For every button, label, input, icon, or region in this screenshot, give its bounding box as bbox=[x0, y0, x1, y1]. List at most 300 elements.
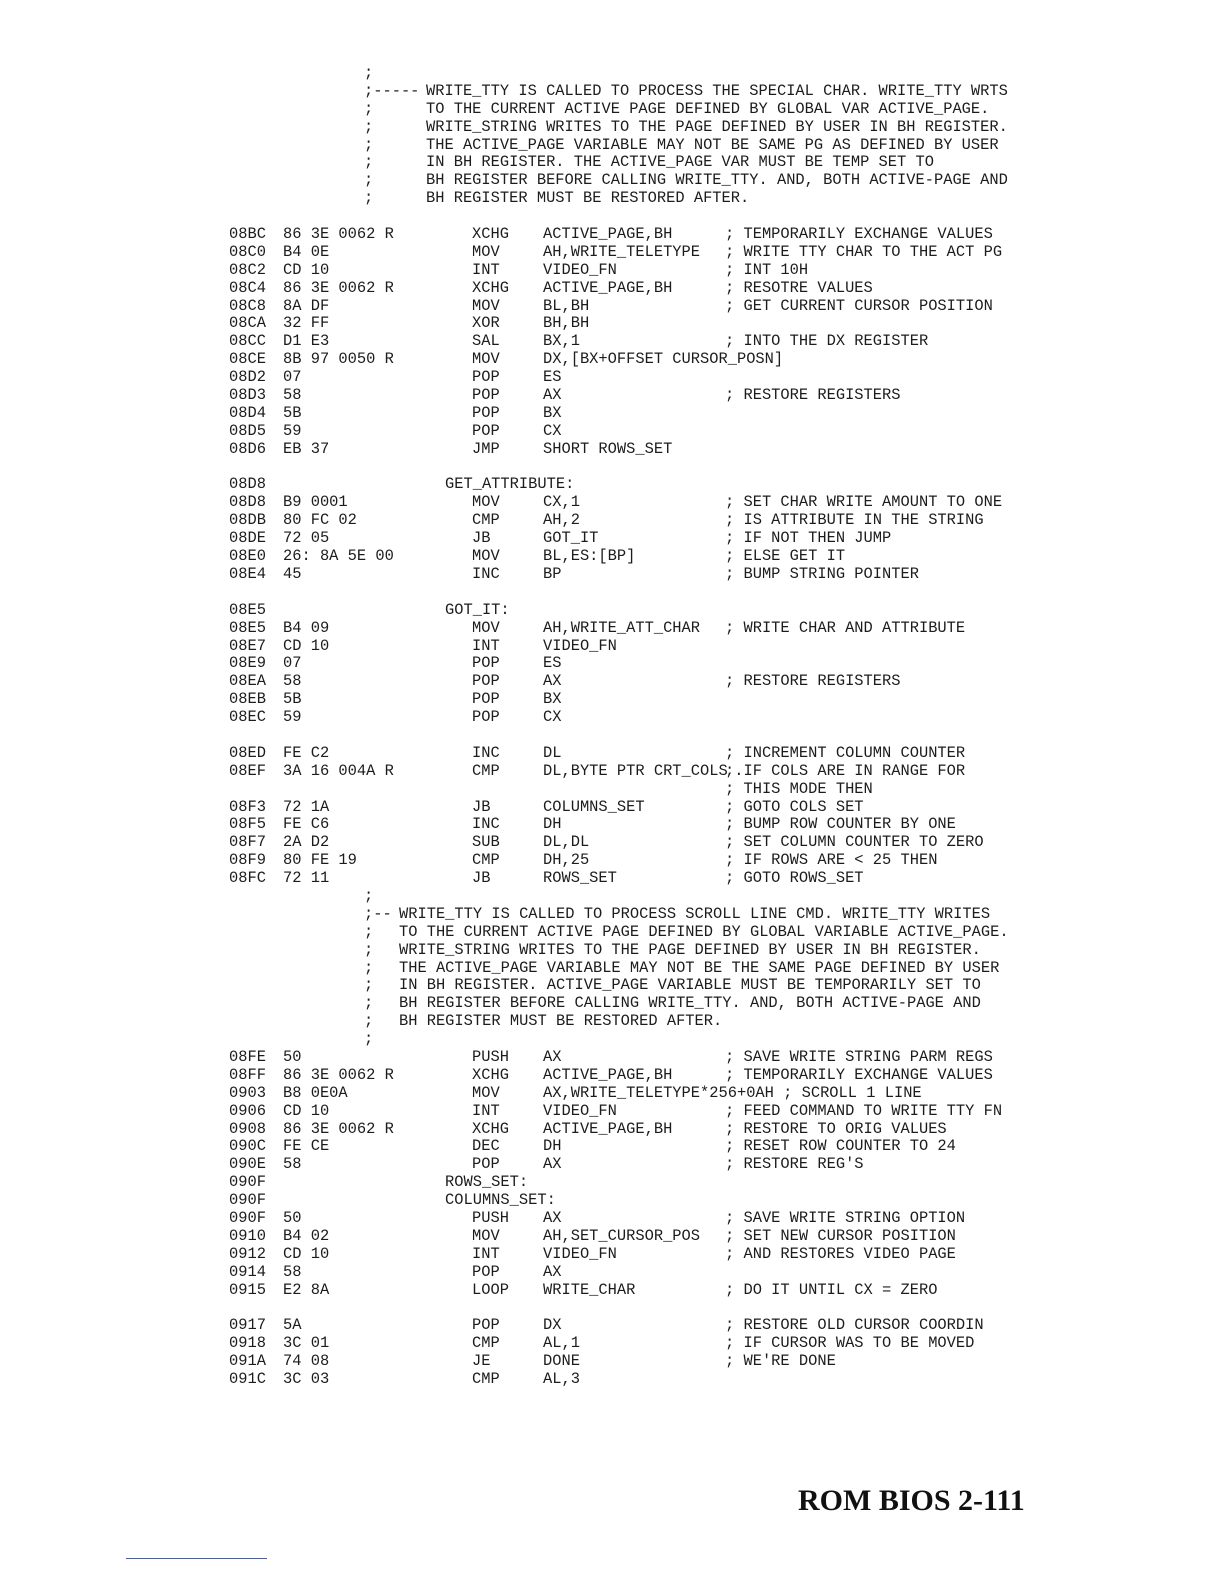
comment: ; AND RESTORES VIDEO PAGE bbox=[725, 1244, 956, 1263]
address: 08ED bbox=[229, 743, 266, 762]
operand: BL,ES:[BP] bbox=[543, 547, 636, 566]
operand: AX bbox=[543, 672, 562, 691]
comment-line bbox=[0, 887, 1224, 905]
comment: ; IF CURSOR WAS TO BE MOVED bbox=[725, 1334, 975, 1353]
comment-marker: ; bbox=[364, 135, 374, 154]
blank-line bbox=[0, 583, 1224, 601]
operand: AH,2 bbox=[543, 511, 580, 530]
code-line bbox=[0, 1084, 1224, 1102]
code-line bbox=[0, 708, 1224, 726]
operand: BX bbox=[543, 690, 562, 709]
address: 08EA bbox=[229, 672, 266, 691]
machine-code: E2 8A bbox=[283, 1280, 330, 1299]
operand: DH bbox=[543, 815, 562, 834]
code-line bbox=[0, 1137, 1224, 1155]
opcode: MOV bbox=[472, 618, 500, 637]
operand: AX bbox=[543, 1262, 562, 1281]
blank-line bbox=[0, 458, 1224, 476]
address: 08C8 bbox=[229, 296, 266, 315]
opcode: PUSH bbox=[472, 1047, 509, 1066]
code-line bbox=[0, 1209, 1224, 1227]
opcode: MOV bbox=[472, 493, 500, 512]
machine-code: 8A DF bbox=[283, 296, 330, 315]
address: 08DB bbox=[229, 511, 266, 530]
address: 08C4 bbox=[229, 278, 266, 297]
operand: VIDEO_FN bbox=[543, 260, 617, 279]
comment-marker: ; bbox=[364, 976, 374, 995]
code-label: COLUMNS_SET: bbox=[445, 1191, 556, 1210]
code-line bbox=[0, 350, 1224, 368]
comment: ; TEMPORARILY EXCHANGE VALUES bbox=[725, 1065, 993, 1084]
opcode: POP bbox=[472, 403, 500, 422]
opcode: XOR bbox=[472, 314, 500, 333]
code-line bbox=[0, 297, 1224, 315]
comment-marker: ; bbox=[364, 117, 374, 136]
address: 0908 bbox=[229, 1119, 266, 1138]
code-line bbox=[0, 1281, 1224, 1299]
opcode: POP bbox=[472, 708, 500, 727]
machine-code: 58 bbox=[283, 386, 302, 405]
opcode: DEC bbox=[472, 1137, 500, 1156]
operand: AX bbox=[543, 1047, 562, 1066]
footer-rule bbox=[126, 1558, 267, 1559]
opcode: LOOP bbox=[472, 1280, 509, 1299]
code-line bbox=[0, 511, 1224, 529]
code-line bbox=[0, 869, 1224, 887]
machine-code: B4 0E bbox=[283, 242, 330, 261]
machine-code: D1 E3 bbox=[283, 332, 330, 351]
opcode: MOV bbox=[472, 296, 500, 315]
comment: ; GET CURRENT CURSOR POSITION bbox=[725, 296, 993, 315]
code-line bbox=[0, 744, 1224, 762]
assembly-listing bbox=[0, 64, 1224, 1388]
opcode: POP bbox=[472, 386, 500, 405]
comment: ; RESTORE REGISTERS bbox=[725, 672, 901, 691]
address: 08C0 bbox=[229, 242, 266, 261]
operand: DH,25 bbox=[543, 851, 590, 870]
code-line bbox=[0, 1352, 1224, 1370]
machine-code: 80 FE 19 bbox=[283, 851, 357, 870]
comment: ; WRITE TTY CHAR TO THE ACT PG bbox=[725, 242, 1003, 261]
operand: AH,WRITE_ATT_CHAR bbox=[543, 618, 701, 637]
operand: AH,SET_CURSOR_POS bbox=[543, 1226, 701, 1245]
comment: ; RESOTRE VALUES bbox=[725, 278, 873, 297]
comment: ; RESTORE REG'S bbox=[725, 1155, 864, 1174]
code-line bbox=[0, 1102, 1224, 1120]
operand: ACTIVE_PAGE,BH bbox=[543, 278, 673, 297]
address: 08BC bbox=[229, 225, 266, 244]
code-line bbox=[0, 422, 1224, 440]
comment-text: TO THE CURRENT ACTIVE PAGE DEFINED BY GLOBAL VARIABLE ACTIVE_PAGE. bbox=[399, 922, 1009, 941]
machine-code: 72 1A bbox=[283, 797, 330, 816]
comment: ; IS ATTRIBUTE IN THE STRING bbox=[725, 511, 984, 530]
machine-code: CD 10 bbox=[283, 1244, 330, 1263]
opcode: CMP bbox=[472, 761, 500, 780]
machine-code: FE C6 bbox=[283, 815, 330, 834]
blank-line bbox=[0, 207, 1224, 225]
address: 08CE bbox=[229, 350, 266, 369]
address: 090C bbox=[229, 1137, 266, 1156]
comment-text: BH REGISTER BEFORE CALLING WRITE_TTY. AND, BOTH ACTIVE-PAGE AND bbox=[399, 994, 981, 1013]
machine-code: 72 05 bbox=[283, 529, 330, 548]
comment-marker: ; bbox=[364, 189, 374, 208]
comment-marker: ; bbox=[364, 994, 374, 1013]
address: 090F bbox=[229, 1173, 266, 1192]
comment: ; WE'RE DONE bbox=[725, 1352, 836, 1371]
address: 08E0 bbox=[229, 547, 266, 566]
operand: BH,BH bbox=[543, 314, 590, 333]
code-label: GET_ATTRIBUTE: bbox=[445, 475, 575, 494]
code-line bbox=[0, 672, 1224, 690]
operand: AX bbox=[543, 1209, 562, 1227]
comment-text: BH REGISTER BEFORE CALLING WRITE_TTY. AND, BOTH ACTIVE-PAGE AND bbox=[426, 171, 1008, 190]
code-line bbox=[0, 1245, 1224, 1263]
opcode: INT bbox=[472, 1244, 500, 1263]
address: 08EB bbox=[229, 690, 266, 709]
operand: BP bbox=[543, 564, 562, 583]
blank-line bbox=[0, 726, 1224, 744]
opcode: CMP bbox=[472, 1334, 500, 1353]
operand: AL,3 bbox=[543, 1370, 580, 1389]
address: 08D4 bbox=[229, 403, 266, 422]
comment-text: WRITE_TTY IS CALLED TO PROCESS SCROLL LINE CMD. WRITE_TTY WRITES bbox=[399, 904, 991, 923]
comment-text: TO THE CURRENT ACTIVE PAGE DEFINED BY GLOBAL VAR ACTIVE_PAGE. bbox=[426, 99, 990, 118]
address: 08D5 bbox=[229, 421, 266, 440]
opcode: POP bbox=[472, 672, 500, 691]
opcode: SAL bbox=[472, 332, 500, 351]
operand: BL,BH bbox=[543, 296, 590, 315]
comment: ; RESTORE TO ORIG VALUES bbox=[725, 1119, 947, 1138]
comment-line bbox=[0, 959, 1224, 977]
opcode: INT bbox=[472, 636, 500, 655]
operand: DX,[BX+OFFSET CURSOR_POSN] bbox=[543, 350, 784, 369]
address: 08E7 bbox=[229, 636, 266, 655]
comment-line bbox=[0, 923, 1224, 941]
comment: ; BUMP ROW COUNTER BY ONE bbox=[725, 815, 956, 834]
opcode: INT bbox=[472, 260, 500, 279]
opcode: POP bbox=[472, 1316, 500, 1335]
machine-code: 86 3E 0062 R bbox=[283, 1065, 394, 1084]
operand: AH,WRITE_TELETYPE bbox=[543, 242, 701, 261]
comment-text: BH REGISTER MUST BE RESTORED AFTER. bbox=[399, 1012, 723, 1031]
code-line bbox=[0, 529, 1224, 547]
code-line bbox=[0, 332, 1224, 350]
comment: ; WRITE CHAR AND ATTRIBUTE bbox=[725, 618, 966, 637]
machine-code: 32 FF bbox=[283, 314, 330, 333]
comment-line bbox=[0, 994, 1224, 1012]
comment-line bbox=[0, 153, 1224, 171]
machine-code: 45 bbox=[283, 564, 302, 583]
code-line bbox=[0, 279, 1224, 297]
comment: ; SET NEW CURSOR POSITION bbox=[725, 1226, 956, 1245]
code-line bbox=[0, 547, 1224, 565]
label-line bbox=[0, 475, 1224, 493]
operand: ES bbox=[543, 654, 562, 673]
machine-code: B8 0E0A bbox=[283, 1083, 348, 1102]
comment-text: BH REGISTER MUST BE RESTORED AFTER. bbox=[426, 189, 750, 208]
operand: SHORT ROWS_SET bbox=[543, 439, 673, 458]
address: 08DE bbox=[229, 529, 266, 548]
operand: AL,1 bbox=[543, 1334, 580, 1353]
comment-marker: ; bbox=[364, 922, 374, 941]
operand: DL,BYTE PTR CRT_COLS bbox=[543, 761, 728, 780]
code-line bbox=[0, 404, 1224, 422]
comment: ;.IF COLS ARE IN RANGE FOR bbox=[725, 761, 966, 780]
opcode: XCHG bbox=[472, 1119, 509, 1138]
comment-line bbox=[0, 941, 1224, 959]
code-line bbox=[0, 1227, 1224, 1245]
address: 08E4 bbox=[229, 564, 266, 583]
comment: ; ELSE GET IT bbox=[725, 547, 846, 566]
operand: ACTIVE_PAGE,BH bbox=[543, 1119, 673, 1138]
opcode: MOV bbox=[472, 242, 500, 261]
comment-marker: ; bbox=[364, 171, 374, 190]
comment-line bbox=[0, 976, 1224, 994]
opcode: INC bbox=[472, 564, 500, 583]
address: 08FC bbox=[229, 869, 266, 888]
code-line bbox=[0, 1370, 1224, 1388]
operand: VIDEO_FN bbox=[543, 636, 617, 655]
machine-code: 8B 97 0050 R bbox=[283, 350, 394, 369]
code-line bbox=[0, 1316, 1224, 1334]
comment-marker: ;-- bbox=[364, 904, 392, 923]
machine-code: 86 3E 0062 R bbox=[283, 1119, 394, 1138]
machine-code: 74 08 bbox=[283, 1352, 330, 1371]
address: 08D8 bbox=[229, 475, 266, 494]
opcode: POP bbox=[472, 1262, 500, 1281]
machine-code: 59 bbox=[283, 708, 302, 727]
comment-marker: ; bbox=[364, 153, 374, 172]
machine-code: 5B bbox=[283, 403, 302, 422]
operand: DH bbox=[543, 1137, 562, 1156]
operand: CX bbox=[543, 708, 562, 727]
comment: ; INT 10H bbox=[725, 260, 809, 279]
code-line bbox=[0, 243, 1224, 261]
opcode: MOV bbox=[472, 1083, 500, 1102]
operand: DL bbox=[543, 743, 562, 762]
opcode: INT bbox=[472, 1101, 500, 1120]
comment-text: IN BH REGISTER. ACTIVE_PAGE VARIABLE MUST BE TEMPORARILY SET TO bbox=[399, 976, 981, 995]
comment: ; SET COLUMN COUNTER TO ZERO bbox=[725, 833, 984, 852]
machine-code: 86 3E 0062 R bbox=[283, 225, 394, 244]
comment-line bbox=[0, 171, 1224, 189]
comment-line bbox=[0, 64, 1224, 82]
comment: ; INCREMENT COLUMN COUNTER bbox=[725, 743, 966, 762]
code-line bbox=[0, 1334, 1224, 1352]
machine-code: 50 bbox=[283, 1047, 302, 1066]
machine-code: 58 bbox=[283, 1155, 302, 1174]
operand: CX bbox=[543, 421, 562, 440]
operand: GOT_IT bbox=[543, 529, 599, 548]
address: 08F9 bbox=[229, 851, 266, 870]
comment: ; INTO THE DX REGISTER bbox=[725, 332, 929, 351]
comment: ; SET CHAR WRITE AMOUNT TO ONE bbox=[725, 493, 1003, 512]
address: 091A bbox=[229, 1352, 266, 1371]
opcode: PUSH bbox=[472, 1209, 509, 1227]
address: 08D3 bbox=[229, 386, 266, 405]
comment-line bbox=[0, 905, 1224, 923]
comment: ; GOTO ROWS_SET bbox=[725, 869, 864, 888]
machine-code: 58 bbox=[283, 672, 302, 691]
address: 08D2 bbox=[229, 368, 266, 387]
code-line bbox=[0, 690, 1224, 708]
comment: ; TEMPORARILY EXCHANGE VALUES bbox=[725, 225, 993, 244]
code-line bbox=[0, 798, 1224, 816]
address: 0915 bbox=[229, 1280, 266, 1299]
code-line bbox=[0, 1048, 1224, 1066]
comment-text: WRITE_TTY IS CALLED TO PROCESS THE SPECIAL CHAR. WRITE_TTY WRTS bbox=[426, 81, 1008, 100]
address: 08E9 bbox=[229, 654, 266, 673]
code-line bbox=[0, 780, 1224, 798]
opcode: CMP bbox=[472, 851, 500, 870]
opcode: POP bbox=[472, 368, 500, 387]
operand: AX bbox=[543, 1155, 562, 1174]
machine-code: B4 02 bbox=[283, 1226, 330, 1245]
code-line bbox=[0, 851, 1224, 869]
opcode: CMP bbox=[472, 511, 500, 530]
machine-code: 50 bbox=[283, 1209, 302, 1227]
comment-marker: ; bbox=[364, 886, 374, 905]
address: 0903 bbox=[229, 1083, 266, 1102]
comment: ; SAVE WRITE STRING OPTION bbox=[725, 1209, 966, 1227]
machine-code: 3C 01 bbox=[283, 1334, 330, 1353]
machine-code: CD 10 bbox=[283, 636, 330, 655]
machine-code: B4 09 bbox=[283, 618, 330, 637]
machine-code: 72 11 bbox=[283, 869, 330, 888]
operand: DX bbox=[543, 1316, 562, 1335]
code-line bbox=[0, 654, 1224, 672]
operand: AX bbox=[543, 386, 562, 405]
comment-marker: ; bbox=[364, 1030, 374, 1049]
machine-code: 5B bbox=[283, 690, 302, 709]
machine-code: 07 bbox=[283, 368, 302, 387]
comment-line bbox=[0, 118, 1224, 136]
comment-line bbox=[0, 1030, 1224, 1048]
address: 090F bbox=[229, 1191, 266, 1210]
code-line bbox=[0, 1263, 1224, 1281]
comment-marker: ; bbox=[364, 1012, 374, 1031]
comment: ; RESET ROW COUNTER TO 24 bbox=[725, 1137, 956, 1156]
address: 091C bbox=[229, 1370, 266, 1389]
code-line bbox=[0, 368, 1224, 386]
operand: WRITE_CHAR bbox=[543, 1280, 636, 1299]
opcode: INC bbox=[472, 815, 500, 834]
machine-code: 5A bbox=[283, 1316, 302, 1335]
comment: ; GOTO COLS SET bbox=[725, 797, 864, 816]
code-line bbox=[0, 1120, 1224, 1138]
address: 0912 bbox=[229, 1244, 266, 1263]
label-line bbox=[0, 601, 1224, 619]
code-line bbox=[0, 261, 1224, 279]
comment: ; BUMP STRING POINTER bbox=[725, 564, 919, 583]
operand: CX,1 bbox=[543, 493, 580, 512]
comment-text: THE ACTIVE_PAGE VARIABLE MAY NOT BE THE SAME PAGE DEFINED BY USER bbox=[399, 958, 1000, 977]
machine-code: 58 bbox=[283, 1262, 302, 1281]
code-line bbox=[0, 1155, 1224, 1173]
machine-code: EB 37 bbox=[283, 439, 330, 458]
comment: ; IF ROWS ARE < 25 THEN bbox=[725, 851, 938, 870]
machine-code: 3C 03 bbox=[283, 1370, 330, 1389]
comment: ; FEED COMMAND TO WRITE TTY FN bbox=[725, 1101, 1003, 1120]
address: 08C2 bbox=[229, 260, 266, 279]
code-line bbox=[0, 225, 1224, 243]
machine-code: B9 0001 bbox=[283, 493, 348, 512]
comment-text: IN BH REGISTER. THE ACTIVE_PAGE VAR MUST BE TEMP SET TO bbox=[426, 153, 934, 172]
machine-code: FE C2 bbox=[283, 743, 330, 762]
code-line bbox=[0, 493, 1224, 511]
code-line bbox=[0, 314, 1224, 332]
comment-line bbox=[0, 100, 1224, 118]
opcode: POP bbox=[472, 654, 500, 673]
opcode: XCHG bbox=[472, 225, 509, 244]
address: 08CA bbox=[229, 314, 266, 333]
address: 08E5 bbox=[229, 618, 266, 637]
comment: ; RESTORE REGISTERS bbox=[725, 386, 901, 405]
operand: AX,WRITE_TELETYPE*256+0AH ; SCROLL 1 LINE bbox=[543, 1083, 922, 1102]
address: 08F7 bbox=[229, 833, 266, 852]
label-line bbox=[0, 1191, 1224, 1209]
operand: ROWS_SET bbox=[543, 869, 617, 888]
address: 090E bbox=[229, 1155, 266, 1174]
comment: ; THIS MODE THEN bbox=[725, 779, 873, 798]
opcode: JB bbox=[472, 797, 491, 816]
address: 0914 bbox=[229, 1262, 266, 1281]
machine-code: CD 10 bbox=[283, 1101, 330, 1120]
address: 08FF bbox=[229, 1065, 266, 1084]
opcode: JB bbox=[472, 869, 491, 888]
code-line bbox=[0, 815, 1224, 833]
comment-line bbox=[0, 136, 1224, 154]
address: 08D6 bbox=[229, 439, 266, 458]
opcode: JB bbox=[472, 529, 491, 548]
opcode: POP bbox=[472, 690, 500, 709]
comment-line bbox=[0, 189, 1224, 207]
machine-code: 26: 8A 5E 00 bbox=[283, 547, 394, 566]
comment: ; RESTORE OLD CURSOR COORDIN bbox=[725, 1316, 984, 1335]
address: 08EC bbox=[229, 708, 266, 727]
comment-marker: ; bbox=[364, 99, 374, 118]
address: 08E5 bbox=[229, 600, 266, 619]
machine-code: 3A 16 004A R bbox=[283, 761, 394, 780]
address: 0918 bbox=[229, 1334, 266, 1353]
comment-line bbox=[0, 1012, 1224, 1030]
operand: ES bbox=[543, 368, 562, 387]
opcode: POP bbox=[472, 421, 500, 440]
operand: BX bbox=[543, 403, 562, 422]
address: 0917 bbox=[229, 1316, 266, 1335]
operand: VIDEO_FN bbox=[543, 1101, 617, 1120]
machine-code: CD 10 bbox=[283, 260, 330, 279]
comment-text: WRITE_STRING WRITES TO THE PAGE DEFINED BY USER IN BH REGISTER. bbox=[399, 940, 981, 959]
operand: VIDEO_FN bbox=[543, 1244, 617, 1263]
code-line bbox=[0, 565, 1224, 583]
opcode: XCHG bbox=[472, 1065, 509, 1084]
comment-marker: ; bbox=[364, 940, 374, 959]
code-line bbox=[0, 619, 1224, 637]
comment: ; IF NOT THEN JUMP bbox=[725, 529, 892, 548]
opcode: MOV bbox=[472, 1226, 500, 1245]
opcode: INC bbox=[472, 743, 500, 762]
code-label: GOT_IT: bbox=[445, 600, 510, 619]
code-line bbox=[0, 440, 1224, 458]
opcode: XCHG bbox=[472, 278, 509, 297]
code-line bbox=[0, 637, 1224, 655]
comment-marker: ; bbox=[364, 958, 374, 977]
address: 0910 bbox=[229, 1226, 266, 1245]
address: 090F bbox=[229, 1209, 266, 1227]
code-line bbox=[0, 833, 1224, 851]
comment-text: WRITE_STRING WRITES TO THE PAGE DEFINED BY USER IN BH REGISTER. bbox=[426, 117, 1008, 136]
